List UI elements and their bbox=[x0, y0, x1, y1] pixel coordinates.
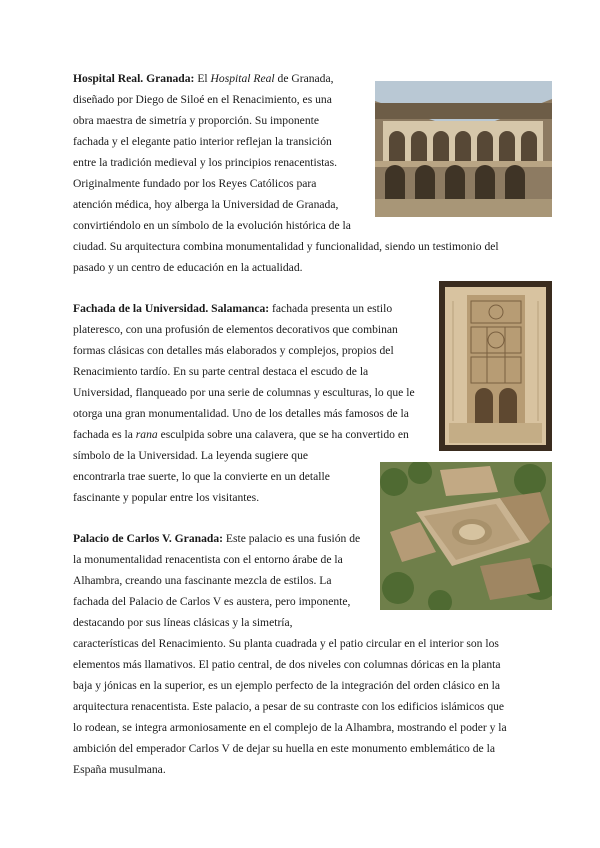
text-run: ciudad. Su arquitectura combina monumentalidad y funcionalidad, siendo un testimonio del bbox=[73, 240, 499, 253]
text-line bbox=[73, 633, 525, 654]
text-run: pasado y un centro de educación en la actualidad. bbox=[73, 261, 303, 274]
text-run: de Granada, bbox=[274, 72, 334, 85]
text-line bbox=[73, 257, 525, 278]
text-run: la monumentalidad renacentista con el entorno árabe de la bbox=[73, 553, 343, 566]
palacio-carlos-v-aerial-photo bbox=[380, 462, 552, 610]
text-run: Originalmente fundado por los Reyes Católicos para bbox=[73, 177, 317, 190]
text-run: otorga una gran monumentalidad. Uno de los detalles más famosos de la bbox=[73, 407, 409, 420]
text-run: ambición del emperador Carlos V de dejar su huella en este monumento emblemático de la bbox=[73, 742, 495, 755]
text-run: encontrarla trae suerte, lo que la convierte en un detalle bbox=[73, 470, 330, 483]
text-line bbox=[73, 675, 525, 696]
text-run: fachada es la bbox=[73, 428, 136, 441]
text-run: entre la tradición medieval y los principios renacentistas. bbox=[73, 156, 337, 169]
text-run: diseñado por Diego de Siloé en el Renacimiento, es una bbox=[73, 93, 332, 106]
text-run: símbolo de la Universidad. La leyenda sugiere que bbox=[73, 449, 309, 462]
text-run: Universidad, flanqueado por una serie de columnas y esculturas, lo que le bbox=[73, 386, 415, 399]
text-run: Este palacio es una fusión de bbox=[222, 532, 361, 545]
section-heading: Hospital Real. Granada: bbox=[73, 72, 195, 85]
text-run: plateresco, con una profusión de elementos decorativos que combinan bbox=[73, 323, 398, 336]
text-run: obra maestra de simetría y proporción. Su imponente bbox=[73, 114, 319, 127]
text-run: características del Renacimiento. Su planta cuadrada y el patio circular en el interior son los bbox=[73, 637, 499, 650]
text-run: lo rodean, se integra armoniosamente en el complejo de la Alhambra, mostrando el poder y la bbox=[73, 721, 507, 734]
text-line bbox=[73, 717, 525, 738]
text-run: esculpida sobre una calavera, que se ha convertido en bbox=[157, 428, 409, 441]
text-run: Renacimiento tardío. En su parte central destaca el escudo de la bbox=[73, 365, 369, 378]
hospital-real-courtyard-photo bbox=[375, 81, 552, 217]
text-line bbox=[73, 759, 525, 780]
text-run: Hospital Real bbox=[210, 72, 275, 85]
text-run: rana bbox=[135, 428, 158, 441]
text-run: Alhambra, creando una fascinante mezcla de estilos. La bbox=[73, 574, 332, 587]
text-line bbox=[73, 654, 525, 675]
text-run: elementos más llamativos. El patio central, de dos niveles con columnas dóricas en la planta bbox=[73, 658, 501, 671]
text-run: fascinante y popular entre los visitantes. bbox=[73, 491, 260, 504]
text-run: fachada y el elegante patio interior reflejan la transición bbox=[73, 135, 332, 148]
text-run: baja y jónicas en la superior, es un ejemplo perfecto de la integración del orden clásico en la bbox=[73, 679, 501, 692]
text-run: arquitectura renacentista. Este palacio, a pesar de su contraste con los edificios islámicos que bbox=[73, 700, 505, 713]
text-line bbox=[73, 612, 525, 633]
salamanca-facade-photo bbox=[439, 281, 552, 451]
text-line bbox=[73, 738, 525, 759]
text-run: convirtiéndolo en un símbolo de la evolución histórica de la bbox=[73, 219, 351, 232]
text-line bbox=[73, 215, 525, 236]
text-run: España musulmana. bbox=[73, 763, 166, 776]
text-run: fachada presenta un estilo bbox=[269, 302, 393, 315]
section-heading: Fachada de la Universidad. Salamanca: bbox=[73, 302, 270, 315]
text-run: fachada del Palacio de Carlos V es austera, pero imponente, bbox=[73, 595, 351, 608]
text-line bbox=[73, 696, 525, 717]
text-run: formas clásicas con detalles más elaborados y complejos, propios del bbox=[73, 344, 394, 357]
text-run: atención médica, hoy alberga la Universidad de Granada, bbox=[73, 198, 339, 211]
text-run: El bbox=[194, 72, 211, 85]
text-run: destacando por sus líneas clásicas y la simetría, bbox=[73, 616, 293, 629]
section-heading: Palacio de Carlos V. Granada: bbox=[73, 532, 223, 545]
text-line bbox=[73, 236, 525, 257]
